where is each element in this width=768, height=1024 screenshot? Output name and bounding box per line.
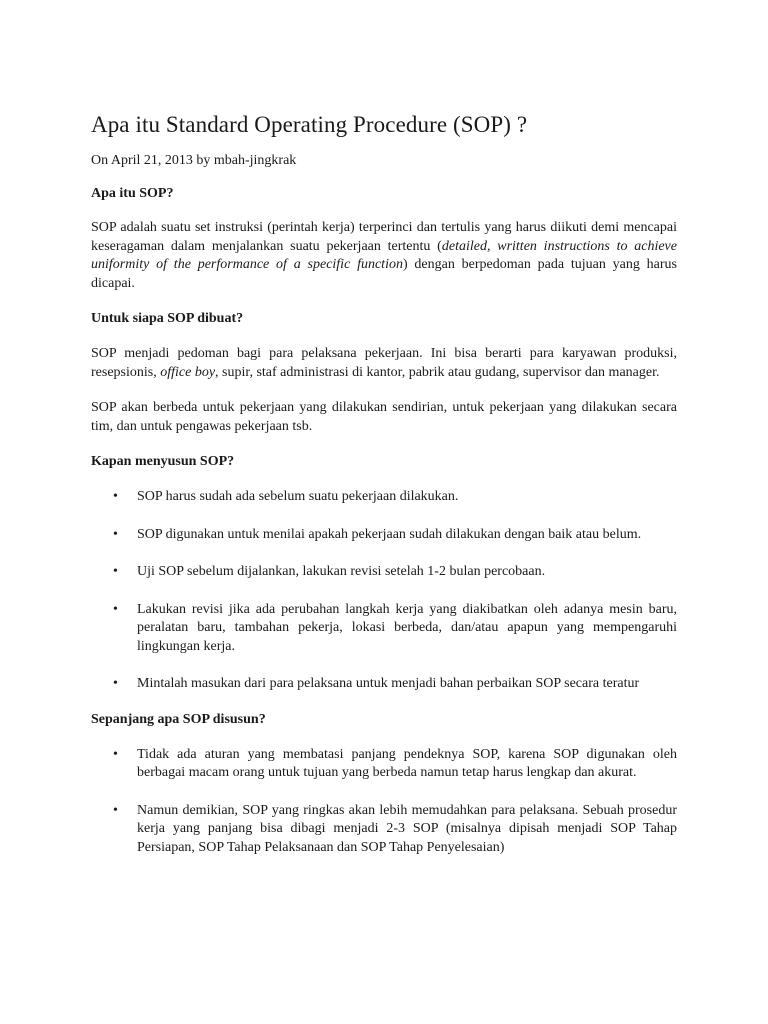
list-item-text: Tidak ada aturan yang membatasi panjang pendeknya SOP, karena SOP digunakan oleh berbagai macam orang untuk tujuan yang berbeda namun tetap harus lengkap dan akurat. (137, 746, 677, 780)
list-item-text: Mintalah masukan dari para pelaksana untuk menjadi bahan perbaikan SOP secara teratur (137, 676, 640, 691)
bullet-icon: • (113, 746, 118, 762)
list-item (91, 746, 677, 783)
list-item (91, 563, 677, 582)
paragraph-text: , supir, staf administrasi di kantor, pabrik atau gudang, supervisor dan manager. (215, 364, 660, 380)
list-kapan (91, 488, 677, 694)
paragraph-text: SOP menjadi pedoman bagi para pelaksana pekerjaan. Ini bisa berarti para karyawan produksi, resepsionis, (91, 346, 677, 380)
paragraph-emphasis: detailed, written instructions to achieve uniformity of the performance of a specific function (91, 238, 677, 272)
section-heading-kapan: Kapan menyusun SOP? (91, 454, 235, 469)
paragraph-emphasis: office boy (160, 364, 216, 380)
list-item (91, 675, 677, 694)
list-item (91, 488, 677, 507)
paragraph-text: ) dengan berpedoman pada tujuan yang harus dicapai. (91, 257, 677, 291)
list-item (91, 802, 677, 858)
bullet-icon: • (113, 676, 118, 691)
bullet-icon: • (113, 526, 118, 542)
article-meta: On April 21, 2013 by mbah-jingkrak (91, 153, 297, 168)
list-item-text: Lakukan revisi jika ada perubahan langkah kerja yang diakibatkan oleh adanya mesin baru, peralatan baru, tambahan pekerja, lokasi berbeda, dan/atau apapun yang mempengaruhi lingkungan kerja. (137, 601, 677, 654)
bullet-icon: • (113, 489, 118, 504)
section-heading-apa-itu-sop: Apa itu SOP? (91, 186, 174, 201)
article-title: Apa itu Standard Operating Procedure (SOP) ? (91, 112, 528, 137)
section-heading-sepanjang: Sepanjang apa SOP disusun? (91, 711, 266, 727)
list-item (91, 526, 677, 545)
list-item-text: SOP digunakan untuk menilai apakah pekerjaan sudah dilakukan dengan baik atau belum. (137, 526, 642, 542)
list-item (91, 601, 677, 657)
list-item-text: SOP harus sudah ada sebelum suatu pekerjaan dilakukan. (137, 489, 459, 504)
list-sepanjang (91, 746, 677, 858)
list-item-text: Uji SOP sebelum dijalankan, lakukan revisi setelah 1-2 bulan percobaan. (137, 564, 546, 579)
paragraph-text: SOP adalah suatu set instruksi (perintah kerja) terperinci dan tertulis yang harus diikuti demi mencapai keseragaman dalam menjalankan suatu pekerjaan tertentu ( (91, 220, 677, 254)
bullet-icon: • (113, 601, 118, 617)
bullet-icon: • (113, 564, 118, 579)
section-heading-untuk-siapa: Untuk siapa SOP dibuat? (91, 311, 244, 326)
paragraph-team: SOP akan berbeda untuk pekerjaan yang dilakukan sendirian, untuk pekerjaan yang dilakukan secara tim, dan untuk pengawas pekerjaan tsb. (91, 400, 677, 434)
bullet-icon: • (113, 802, 118, 818)
paragraph-definition (91, 219, 677, 293)
list-item-text: Namun demikian, SOP yang ringkas akan lebih memudahkan para pelaksana. Sebuah prosedur kerja yang panjang bisa dibagi menjadi 2-3 SOP (misalnya dipisah menjadi SOP Tahap Persiapan, SOP Tahap Pelaksanaan dan SOP Tahap Penyelesaian) (137, 802, 677, 855)
paragraph-for-whom (91, 345, 677, 382)
